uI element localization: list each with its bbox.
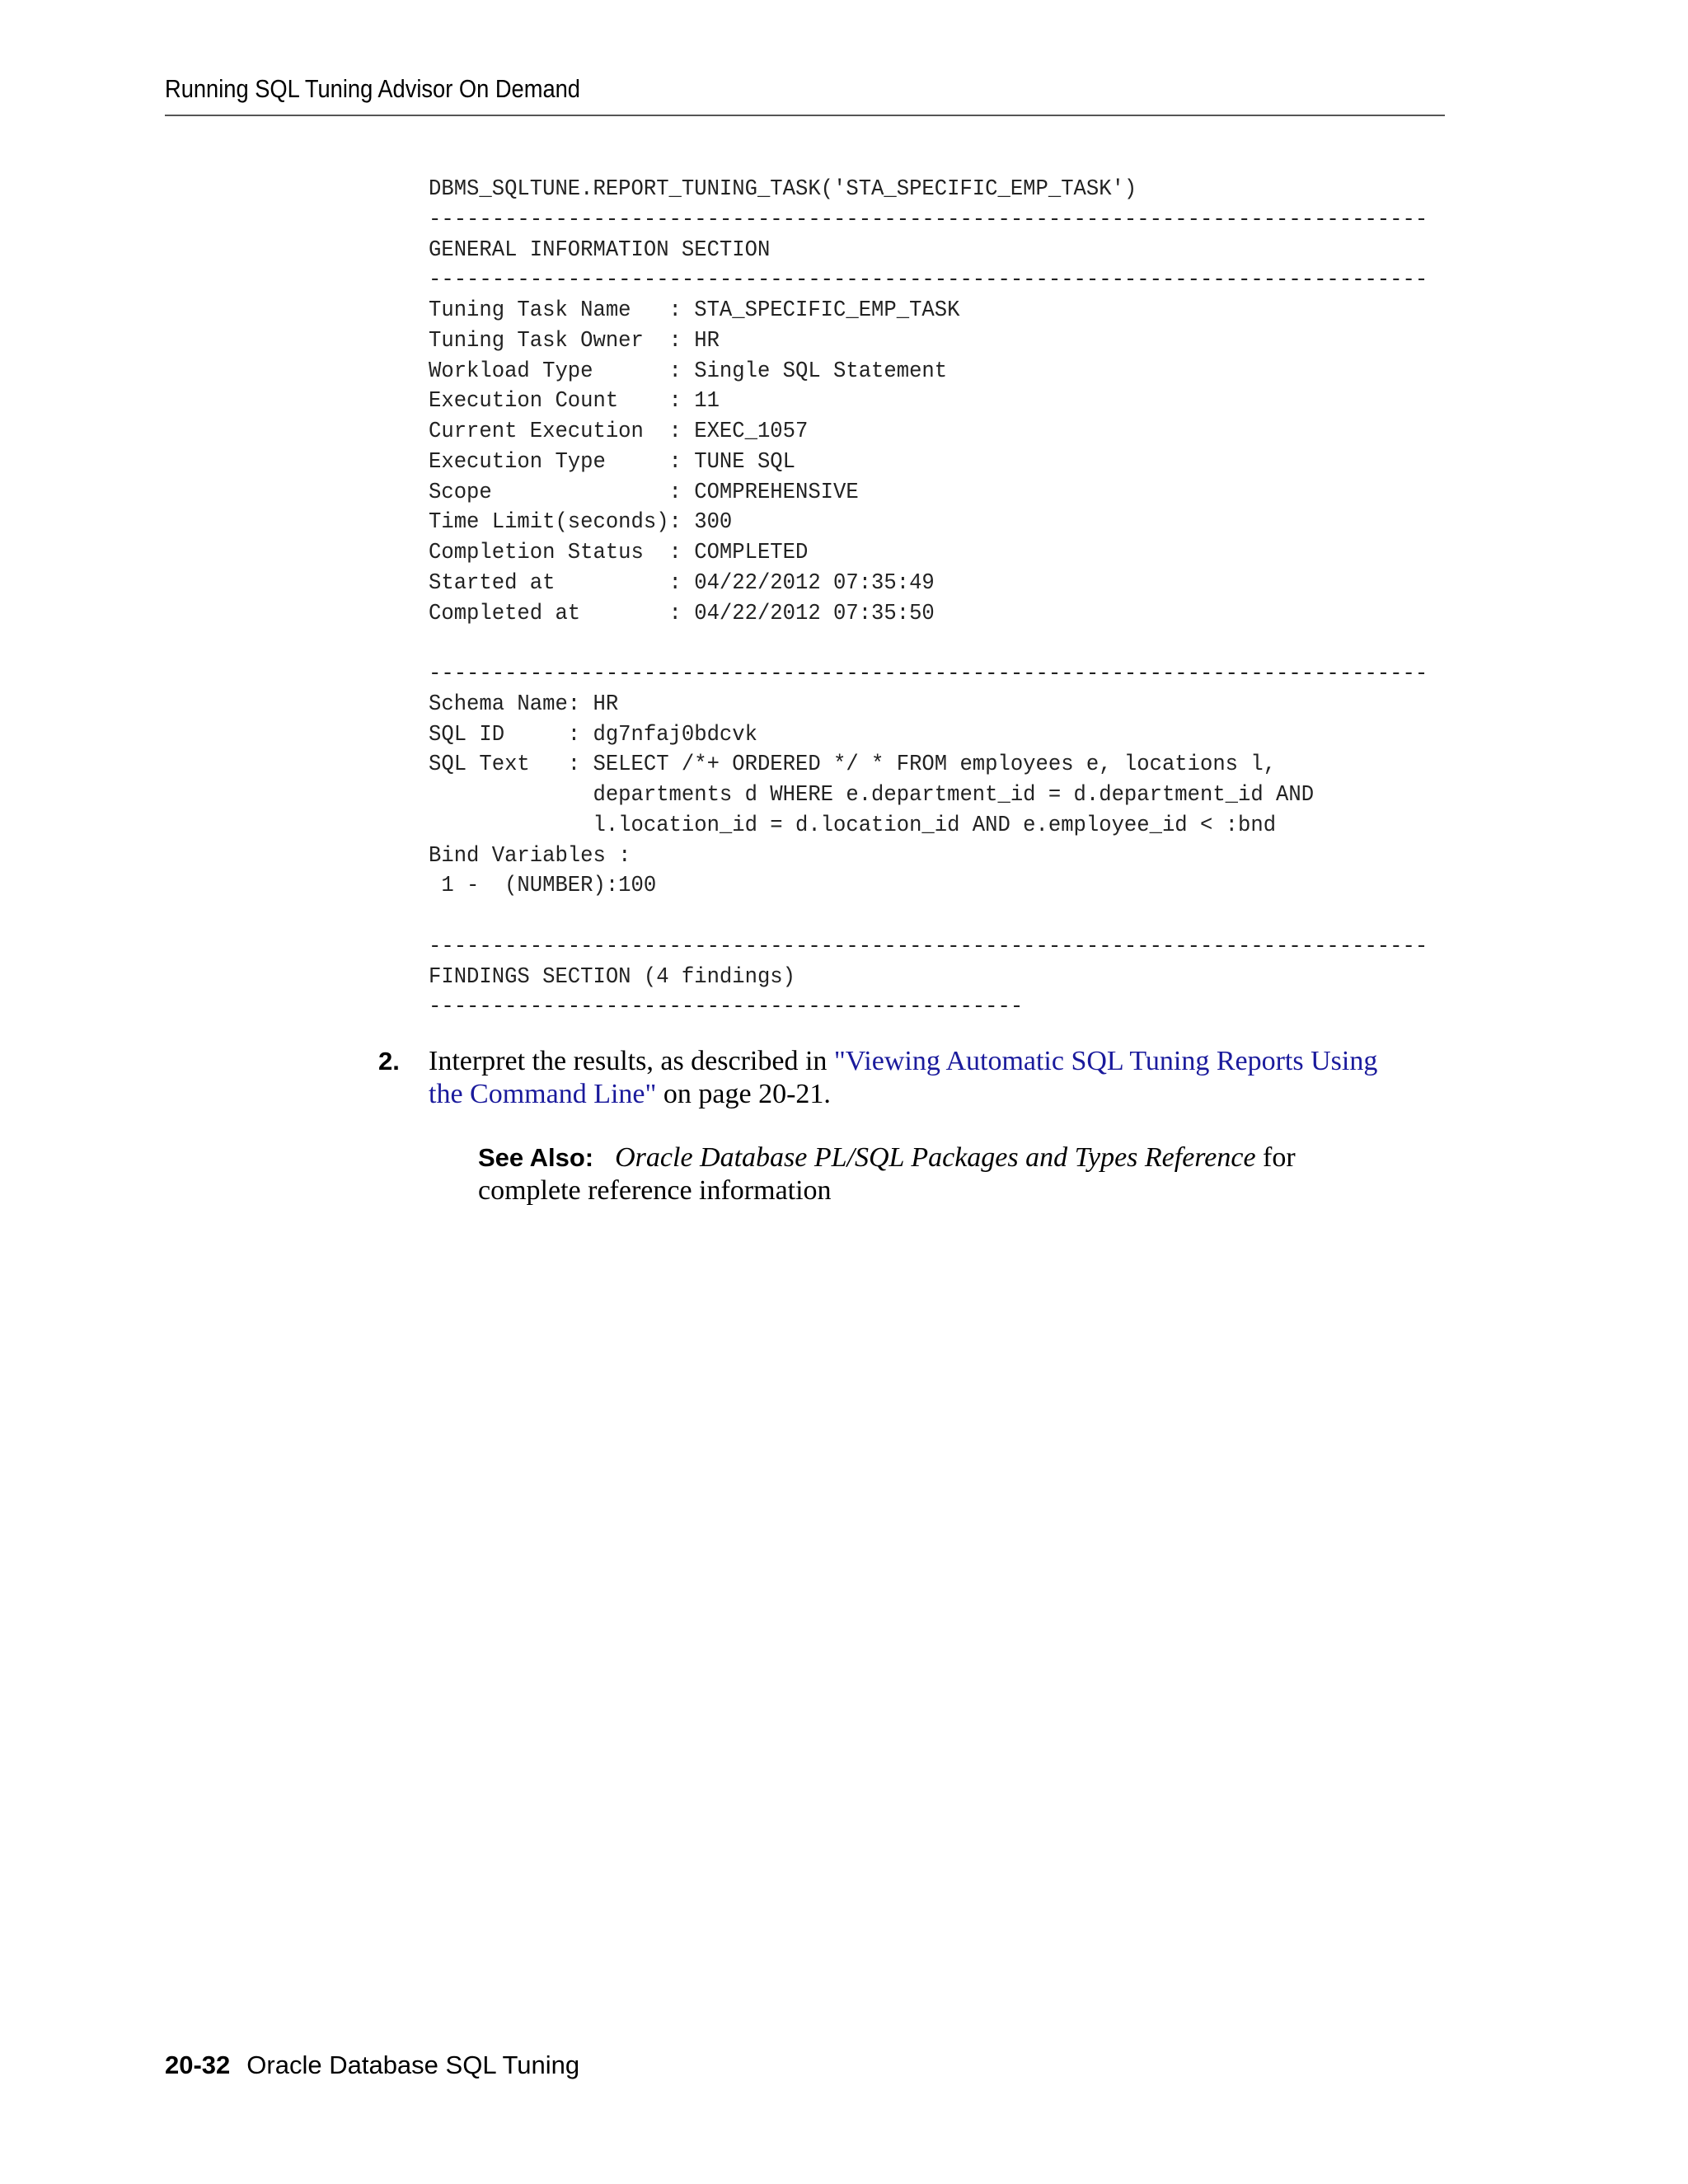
code-line: FINDINGS SECTION (4 findings) [429,964,795,990]
code-line: Execution Type : TUNE SQL [429,449,795,475]
footer-page-number: 20-32 [165,2050,231,2079]
code-line: Schema Name: HR [429,691,619,717]
code-line: Bind Variables : [429,843,631,869]
reference-book-title: Oracle Database PL/SQL Packages and Types Reference [615,1142,1256,1173]
code-line: ------------------------------------------------------------------------------- [429,268,1428,293]
code-line [429,902,1428,932]
step-number: 2. [378,1047,400,1076]
code-line: Started at : 04/22/2012 07:35:49 [429,570,935,596]
code-line: ------------------------------------------------------------------------------- [429,662,1428,687]
code-line: Execution Count : 11 [429,389,720,415]
code-line [429,629,1428,659]
code-line: ------------------------------------------------------------------------------- [429,207,1428,232]
code-line: Scope : COMPREHENSIVE [429,480,859,505]
running-header: Running SQL Tuning Advisor On Demand [165,74,580,103]
code-line: ----------------------------------------------- [429,995,1024,1020]
step-text [429,1045,1418,1111]
code-line: DBMS_SQLTUNE.REPORT_TUNING_TASK('STA_SPECIFIC_EMP_TASK') [429,177,1137,202]
see-also-text: for complete reference information [478,1142,1296,1206]
code-line: SQL ID : dg7nfaj0bdcvk [429,722,757,748]
step-text-before: Interpret the results, as described in [429,1046,834,1076]
code-line: departments d WHERE e.department_id = d.department_id AND [429,783,1315,808]
code-line: 1 - (NUMBER):100 [429,874,657,899]
footer-book-name: Oracle Database SQL Tuning [246,2050,580,2079]
code-line: Tuning Task Owner : HR [429,328,720,354]
code-line: Time Limit(seconds): 300 [429,510,733,536]
code-line: SQL Text : SELECT /*+ ORDERED */ * FROM employees e, locations l, [429,752,1277,778]
code-line: ------------------------------------------------------------------------------- [429,934,1428,959]
page-footer [165,2050,579,2080]
cross-reference-link[interactable]: "Viewing Automatic SQL Tuning Reports Using the Command Line" [429,1046,1378,1109]
step-text-after: on page 20-21. [656,1079,831,1109]
code-line: Current Execution : EXEC_1057 [429,419,809,444]
code-line: GENERAL INFORMATION SECTION [429,237,771,263]
code-line: Tuning Task Name : STA_SPECIFIC_EMP_TASK [429,298,960,323]
header-rule [165,115,1445,116]
code-line: Completed at : 04/22/2012 07:35:50 [429,601,935,626]
see-also-label: See Also: [478,1143,594,1172]
code-line: Workload Type : Single SQL Statement [429,359,948,384]
code-line: Completion Status : COMPLETED [429,541,809,565]
code-example [429,175,1428,1023]
code-line: l.location_id = d.location_id AND e.employee_id < :bnd [429,813,1277,838]
see-also-note [478,1141,1385,1207]
